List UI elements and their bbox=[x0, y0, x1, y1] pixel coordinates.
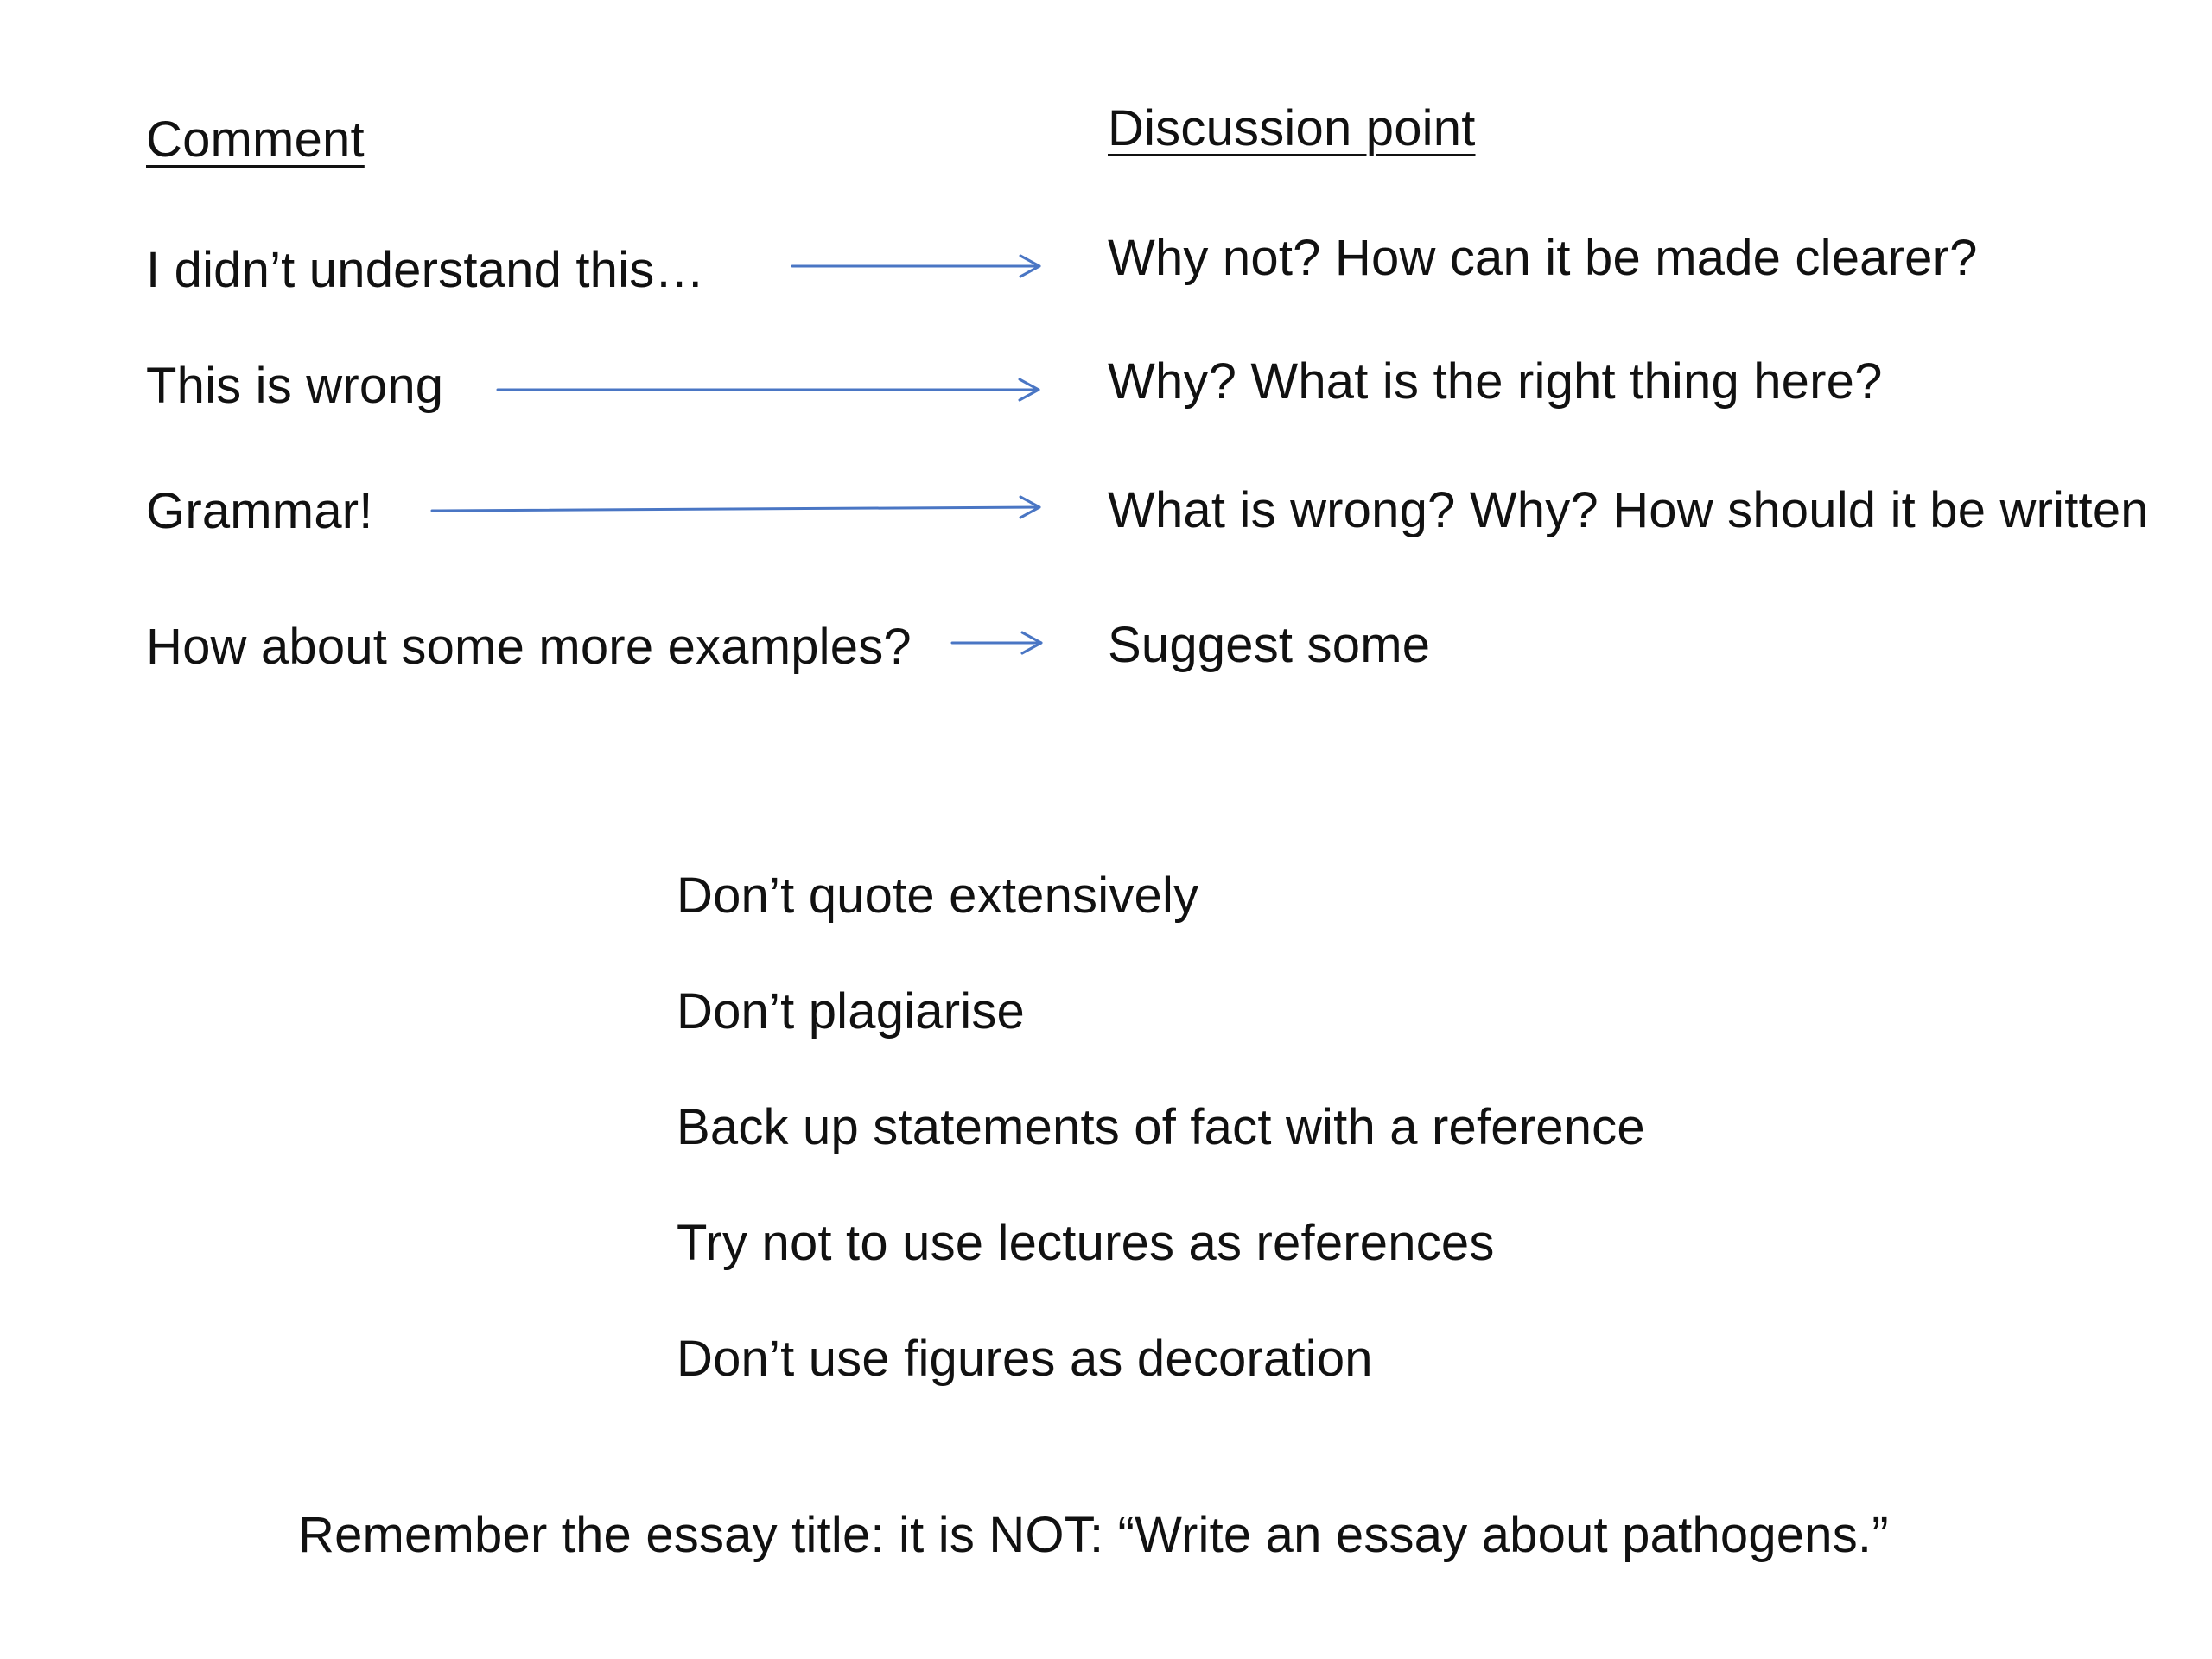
right-arrow-icon bbox=[430, 492, 1044, 526]
comment-row-2: This is wrong bbox=[146, 358, 444, 414]
guideline-item: Back up statements of fact with a reference bbox=[677, 1099, 1645, 1155]
guideline-item: Don’t quote extensively bbox=[677, 868, 1199, 924]
discussion-row-4: Suggest some bbox=[1108, 617, 1431, 673]
guideline-item: Don’t plagiarise bbox=[677, 983, 1025, 1039]
right-arrow-icon bbox=[791, 251, 1050, 285]
right-arrow-icon bbox=[950, 627, 1046, 662]
comment-column-header: Comment bbox=[146, 111, 365, 168]
guideline-item: Don’t use figures as decoration bbox=[677, 1331, 1373, 1387]
discussion-row-3: What is wrong? Why? How should it be written bbox=[1108, 482, 2149, 538]
comment-row-3: Grammar! bbox=[146, 483, 373, 539]
right-arrow-icon bbox=[496, 374, 1040, 409]
discussion-row-1: Why not? How can it be made clearer? bbox=[1108, 230, 1978, 286]
guideline-item: Try not to use lectures as references bbox=[677, 1215, 1495, 1271]
discussion-row-2: Why? What is the right thing here? bbox=[1108, 353, 1883, 410]
comment-row-1: I didn’t understand this… bbox=[146, 242, 705, 298]
discussion-column-header: Discussion point bbox=[1108, 100, 1476, 156]
comment-row-4: How about some more examples? bbox=[146, 619, 912, 675]
essay-title-reminder: Remember the essay title: it is NOT: “Write an essay about pathogens.” bbox=[298, 1507, 1889, 1563]
